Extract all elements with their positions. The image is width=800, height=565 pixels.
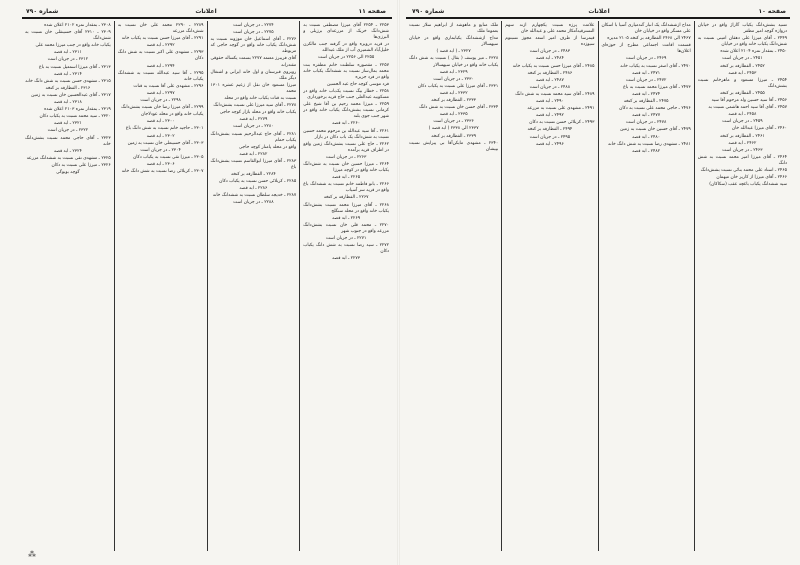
notice-item: ۲۲۶۴ ـ میرزا حسین خان نسبت به شش‌دانگ یکباب خانه واقع در کوچه میرزا <box>303 161 389 174</box>
notice-item: ۲۳۲۴ ـ ابد قصه <box>53 148 82 154</box>
notice-item: ۲۲۹۵ ـ آقا سید عبدالله نسبت به ششدانگ یکباب خانه <box>117 70 204 82</box>
notice-item: ۲۴۵۸ ـ ابد قصه <box>728 112 757 118</box>
notice-item: ۲۴۸۶ ـ الفظارفه بر کتخه <box>527 70 573 76</box>
notice-item: ۲۴۹۴ ـ الفظارفه بر کتخه <box>527 127 573 133</box>
notice-item: ۲۴۶۱ ـ الفظارفه بر کتخه <box>719 133 765 139</box>
column <box>694 21 790 551</box>
notice-item: ۲۲۶۵ ـ ابد قصه <box>332 175 361 181</box>
notice-item: قسمت اقامت اجتماعی مطرح از حوزه‌ای اعلان‌ها <box>601 43 691 55</box>
column <box>114 21 207 551</box>
notice-item: ۲۳۱۸ ـ ابد قصه <box>53 100 82 106</box>
notice-item: ۲۲۶۹ ـ ابد قصه <box>332 215 361 221</box>
notice-item: ۲۲۸۴ ـ الفظارفه بر کتخه <box>230 172 276 178</box>
notice-item: ۲۴۷۷ ـ ابد قصه <box>632 113 661 119</box>
notice-item: واقع در محله پامنار کوچه حاجی <box>238 144 297 150</box>
notice-item: ۲۲۵۳ ـ ۲۲۵۴ آقای میرزا مصطفی نسبت به شش‌دانگ خربک از مزرعه‌ای برزیلی و البرزی‌ها <box>303 23 389 41</box>
notice-item: ۲۳۰۶ ـ ابد قصه <box>146 161 175 167</box>
notice-item: گوچه بوبوگی <box>56 169 80 175</box>
page-number: صفحه ۱۱ <box>358 8 386 15</box>
notice-item: ۲۲۷۶ ـ آقای اسماعیل خان موزونه نسبت به شش‌دانگ یکباب خانه واقع در گوچه حاجی که مربوطه <box>210 37 297 55</box>
notice-item: ۲۴۷۲ ـ در جریان است <box>625 77 667 83</box>
notice-item: سید ششدانگ یکباب باغچه عقب (سکاکان) <box>709 182 787 188</box>
notice-item: ۲۴۸۰ ـ ابد قصه <box>632 134 661 140</box>
issue-number: شماره ۷۹۰ <box>26 8 59 15</box>
notice-item: ۲۴۹۰ ـ ابد قصه <box>535 99 564 105</box>
section-title: اعلانات <box>588 8 610 15</box>
notice-item: ۲۳۴۰ ـ مشهدی مایکن‌آقا بی پیرایش نسبت بپیشان <box>409 140 499 152</box>
notice-item: ۲۳۲۱ ـ ابد قصه <box>53 121 82 127</box>
issue-number: شماره ۷۹۰ <box>412 8 445 15</box>
notice-item: ۲۳۰۳ ـ آقای حسینعلی خان نسبت به زمین <box>127 140 204 146</box>
notice-item: ۲۲۸۸ ـ در جریان است <box>233 200 274 206</box>
notice-item: ۲۳۳۴ ـ آقای حسن خان نسبت به شش دانگ <box>419 105 499 111</box>
column <box>501 21 597 551</box>
notice-item: ۲۲۹۱ ـ آقای میرزا حسن نسبت به یکباب خانه <box>121 36 204 42</box>
notice-item: ۲۳۳۳ ـ الفظارفه بر کتخه <box>431 98 477 104</box>
notice-item: ۲۴۶۲ ـ ابد قصه <box>728 140 757 146</box>
notice-item: ۲۳۲۲ ـ در جریان است <box>47 128 89 134</box>
notice-item: ۲۲۵۹ ـ میرزا محمد رحیم بن آقا شیخ علی کرمانی نسبت بشش‌دانگ یکباب خانه واقع در شهر جنب جوی بلند <box>303 102 389 120</box>
notice-item: ۲۲۶۱ ـ آقا سید عبدالله بن مرحوم محمد حسین نسبت به شش‌دانگ یک باب دکان در بازار <box>303 128 389 140</box>
notice-item: ۲۴۶۴ ـ آقای میرزا امیر محمد نسبت به شش دانگ <box>697 154 787 166</box>
notice-item: ۲۳۲۳ ـ آقای حاجی محمد نسبت بشش‌دانگ خانه <box>25 135 111 147</box>
notice-item: ۲۴۹۱ ـ مشهدی علی نسبت به مزرعه <box>527 106 595 112</box>
notice-item: ۲۳۳۹ ـ الفظارفه بر کتخه <box>431 133 477 139</box>
notice-item: ۲۳۰۴ ـ در جریان است <box>140 147 181 153</box>
notice-item: ۲۲۷۰ ـ محمد قلی خان نسبت بشش‌دانگ مزرعه واقع در جنوب شهر <box>303 222 389 234</box>
notice-item: ۲۴۶۳ ـ در جریان است <box>722 147 763 153</box>
notice-item: ۲۲۶۳ ـ در جریان است <box>325 154 367 160</box>
notice-item: مداح ازششدانگ یک انبار گندمیاری آسیا با اسکان علی مسگر واقع در خیابان خان <box>601 23 691 35</box>
page-right <box>398 0 800 565</box>
notice-item: ۲۲۹۶ ـ مشهدی علی آقا نسبت به قنات <box>133 83 204 89</box>
notice-item: ۲۴۵۴ ـ میرزا مسعود و ماهرخانم نسبت بشش‌دانگ <box>697 77 787 89</box>
notice-item: ۲۲۶۷ ـ الفظارفه بر کتخه <box>323 195 369 201</box>
notice-item: ۲۲۸۶ ـ ابد قصه <box>239 186 268 192</box>
notice-item: ۲۴۶۰ ـ آقای میرزا عبدالله خان <box>731 126 787 132</box>
notice-item: ۲۳۰۸ ـ بمقدار نمره ۲۱۰۲ اعلان شده <box>44 23 111 28</box>
notice-item: ۲۲۷۴ ـ در جریان است <box>233 23 274 28</box>
notice-item: یکباب خانه واقع در محله عودلاجان <box>140 112 204 118</box>
notice-item: ۲۴۵۹ ـ در جریان است <box>722 119 763 125</box>
notice-item: در قریه درویزه واقع در گرفته جنب مالکزن خلیل‌آباد الشمیری آب از ملک عبدالله <box>303 42 389 54</box>
notice-item: ۲۴۵۱ ـ در جریان است <box>722 56 763 62</box>
notice-item: ۲۴۶۹ ـ در جریان است <box>625 56 667 62</box>
notice-item: یکباب خانه واقع در محله بازار کوچه حاجی <box>219 110 297 116</box>
notice-item: ۲۲۷۱ ـ در جریان است <box>325 236 367 241</box>
notice-item: ۲۴۵۲ ـ الفظارفه بر کتخه <box>719 63 765 69</box>
page-number: صفحه ۱۰ <box>758 8 786 15</box>
notice-item: علامت پرزه نسبت یکچهارم ازنه سهم النسترقیه‌آمکاز محمد علی و عبدالله خان <box>505 23 595 35</box>
notice-item: ۲۴۸۱ ـ مشهدی رضا نسبت به شش دانگ خانه <box>608 141 691 147</box>
notice-item: نسبت به قنات یکباب خانه واقع در محله <box>224 96 297 102</box>
notice-item: ۲۳۳۷ الی ۲۳۳۸ ( ابد قصه ) <box>428 126 479 132</box>
notice-item: ۲۲۸۷ ـ خدیجه سلطان نسبت به ششدانگ خانه <box>212 193 297 199</box>
notice-item: ۲۳۳۱ ـ آقای میرزا علی نسبت به یکباب دکان <box>417 83 499 89</box>
notice-item: ۲۳۰۷ ـ کربلائی رضا نسبت به شش دانگ خانه <box>121 168 204 174</box>
notice-item: ۲۴۷۶ ـ حاجی محمد علی نسبت به دکان <box>619 106 691 112</box>
section-title: اعلانات <box>195 8 217 15</box>
notice-item: ۲۲۶۸ ـ آقای میرزا محمد نسبت بشش‌دانگ یکباب خانه واقع در محله سنگلج <box>303 202 389 214</box>
header-rule <box>406 17 790 19</box>
notice-item: ملک منابع و ماهوشد از ابراهیم سلار نسبت بعموما ملک <box>409 23 499 35</box>
notice-item: ۲۴۸۳ ـ در جریان است <box>529 49 571 55</box>
notice-item: ۲۳۲۵ ـ مشهدی تقی نسبت به ششدانگ مزرعه <box>26 155 111 161</box>
notice-item: فرد موسی کوچه حاج عبد الحسین <box>327 81 389 87</box>
notice-item: ۲۴۸۲ ـ ابد قصه <box>632 148 661 154</box>
column <box>406 21 501 551</box>
notice-item: ۲۲۵۸ ـ خطار بیگ نسبت یک‌باب خانه واقع در مسکوبیه عبدالعلی جنب حاج قریه برخورداری <box>303 88 389 101</box>
notice-item: ۲۴۷۱ ـ ابد قصه <box>632 70 661 76</box>
notice-item: ۲۳۱۱ ـ ابد قصه <box>53 50 82 56</box>
notice-item: ۲۴۶۶ ـ آقای میرزا از کاریز خان میهمان <box>716 175 787 181</box>
notice-item: ۲۳۱۷ ـ آقای عبدالحسین خان نسبت به زمین <box>31 92 111 98</box>
notice-item: ۲۲۹۴ ـ ابد قصه <box>146 63 175 69</box>
columns <box>406 21 790 551</box>
notice-item: ۲۳۱۳ ـ آقای میرزا اسمعیل نسبت به باغ <box>38 64 111 70</box>
notice-item: ۲۴۴۹ ـ آقای میرزا علی دهقان امینی نسبت به شش‌دانگ یکباب خانه واقع در خیابان <box>697 36 787 48</box>
header-rule <box>22 17 392 19</box>
page-mark: ⁂ <box>28 550 36 559</box>
notice-item: ۲۲۹۳ ـ مشهدی علی اکبر نسبت به شش دانگ دکان <box>117 50 204 62</box>
notice-item: ۲۳۱۵ ـ مشهدی حسن نسبت به شش دانگ خانه <box>25 78 111 84</box>
notice-item: تسید بشش‌دانگ یکباب گاراژ واقع در خیابان دروازه گوچه امیر مظفر <box>697 23 787 35</box>
notice-item: ۲۲۸۳ ـ آقای میرزا ابوالقاسم نسبت بشش‌دانگ باغ <box>210 158 297 170</box>
notice-item: ۲۴۷۳ ـ آقای میرزا محمد نسبت به باغ <box>623 84 691 90</box>
notice-item: ۲۲۶۲ ـ حاج علی نسبت بشش‌دانگ زمین واقع در اطراف قریه برآمده <box>303 141 389 153</box>
notice-item: ۲۲۵۵ الی ۲۲۵۶ در جریان است <box>317 55 375 61</box>
notice-item: ۲۴۷۸ ـ در جریان است <box>625 120 667 126</box>
notice-item: ۲۳۱۶ ـ الفظارفه بر کتخه <box>45 85 91 91</box>
notice-item: ۲۲۷۲ ـ سید رضا نسبت به شش دانگ یکباب دکان <box>303 243 389 255</box>
notice-item: میرزا مسعود خان نقل از زعیم عشره ۱۳۰۱ محمد <box>210 82 297 94</box>
notice-item: ۲۳۰۲ ـ ابد قصه <box>146 133 175 139</box>
notice-item: ۲۳۲۰ ـ سید محمد نسبت به یکباب دکان <box>39 114 111 120</box>
notice-item: ۲۴۷۴ ـ ابد قصه <box>632 91 661 97</box>
page-left <box>0 0 398 565</box>
notice-item: ۲۲۹۲ ـ ابد قصه <box>146 43 175 49</box>
notice-item: ۲۲۹۹ ـ آقای میرزا رضا خان نسبت بشش‌دانگ <box>121 105 204 111</box>
notice-item: ۲۳۲۹ ـ ابد قصه <box>439 69 468 75</box>
notice-item: ۲۳۲۶ ـ میرزا علی نسبت به دکان <box>51 162 111 168</box>
notice-item: ۲۳۲۷ ـ ( ابد قصه ) <box>436 49 471 55</box>
column <box>22 21 114 551</box>
notice-item: قیمرسا از طرف امیر اسعد مجوز نسبتوم سیوزده <box>505 36 595 48</box>
notice-item: ۲۲۶۶ ـ بانو فاطمه خانم نسبت به ششدانگ باغ واقع در قریه سر آسیاب <box>303 182 389 194</box>
notice-item: ۲۲۸۰ ـ در جریان است <box>233 124 274 130</box>
notice-item: ۲۴۸۸ ـ در جریان است <box>529 84 571 90</box>
notice-item: ۲۴۶۵ ـ استاد علی محمد بنائی نسبت بشش‌دانگ <box>700 167 787 173</box>
notice-item: ۲۴۷۵ ـ الفظارفه بر کتخه <box>623 99 669 105</box>
notice-item: ۲۲۶۰ ـ ابد قصه <box>332 121 361 127</box>
notice-item: ۲۴۹۳ ـ کربلائی حسن نسبت به دکان <box>529 120 595 126</box>
column <box>207 21 300 551</box>
notice-item: ۲۴۸۴ ـ ابد قصه <box>535 56 564 62</box>
notice-item: یکباب خانه واقع در جنب میرزا محمد علی <box>35 43 111 49</box>
notice-item: ۲۲۷۵ ـ در جریان است <box>233 30 274 36</box>
notice-item: روبروی قبرستان و اول خانه ایرانی و اشتغال دیگر ملک <box>210 69 297 81</box>
column <box>598 21 694 551</box>
notice-item: ۲۳۰۵ ـ میرزا تقی نسبت به یکباب دکان <box>133 154 204 160</box>
notice-item: ۲۳۳۵ ـ ابد قصه <box>439 112 468 118</box>
notice-item: ۲۳۳۶ ـ در جریان است <box>433 119 474 125</box>
notice-item: ۲۲۸۹ ـ ۲۲۹۰ محمد علی خان نسبت به شش‌دانگ مزرعه <box>117 23 204 35</box>
notice-item: ۲۳۰۹ ـ ۲۳۱۰ آقای حسینقلی خان نسبت به شش‌دانگ <box>25 30 111 42</box>
notice-item: ۲۲۷۳ ـ ابد قصه <box>332 256 361 262</box>
notice-item: ۲۴۸۷ ـ ابد قصه <box>535 77 564 83</box>
notice-item: ۲۳۲۸ ـ میر یوسف ( بقال ) نسبت به شش دانگ یکباب خانه واقع در خیابان سپهسالار <box>409 56 499 68</box>
notice-item: ۲۴۸۵ ـ آقای میرزا حسن نسبت به یکباب خانه <box>512 63 595 69</box>
notice-item: ۲۴۹۲ ـ ابد قصه <box>535 113 564 119</box>
notice-item: ۲۲۸۵ ـ کربلائی حسن نسبت به یکباب دکان <box>219 179 297 185</box>
notice-item: ۲۴۶۷ الی ۲۴۶۸ الفظارفه بر کتخه ۲۱۰۵ مدیره <box>607 36 691 42</box>
notice-item: آقای فریبرز معتمد ۲۲۷۷ بسمت یکساله حقوقی مقتدرانه <box>210 56 297 68</box>
column <box>299 21 392 551</box>
notice-item: ۲۲۹۷ ـ ابد قصه <box>146 90 175 96</box>
notice-item: ۲۳۱۴ ـ ابد قصه <box>53 71 82 77</box>
notice-item: ۲۴۷۹ ـ آقای حسین خان نسبت به زمین <box>620 127 691 133</box>
notice-item: ۲۴۹۵ ـ در جریان است <box>529 134 571 140</box>
notice-item: ۲۲۹۸ ـ در جریان است <box>140 98 181 104</box>
notice-item: ۲۴۵۰ ـ بمقدار نمره ۲۱۰۴ اعلان شده <box>720 49 787 55</box>
notice-item: مداح ازششدانگ یکبابماری واقع در خیابان سپهسالار <box>409 36 499 48</box>
notice-item: ۲۲۸۱ ـ آقای حاج عبدالرحیم نسبت بشش‌دانگ یکباب حمام <box>210 131 297 143</box>
notice-item: ۲۳۰۰ ـ ابد قصه <box>146 119 175 125</box>
notice-item: ۲۴۵۳ ـ ابد قصه <box>728 70 757 76</box>
notice-item: ۲۳۳۰ ـ در جریان است <box>433 76 474 82</box>
columns <box>22 21 392 551</box>
notice-item: ۲۳۰۱ ـ حاجیه خانم نسبت به شش دانگ باغ <box>125 126 204 132</box>
notice-item: ۲۲۷۹ ـ ابد قصه <box>239 117 268 123</box>
notice-item: ۲۴۸۹ ـ آقای سید محمد نسبت به شش دانگ <box>515 91 595 97</box>
notice-item: ۲۴۷۰ ـ آقای اصغر نسبت به یکباب خانه <box>620 63 691 69</box>
notice-item: ۲۴۵۷ ـ آقای آقا سید احمد هاشمی نسبت به <box>708 105 787 111</box>
notice-item: ۲۳۳۲ ـ ابد قصه <box>439 90 468 96</box>
notice-item: ۲۳۱۲ ـ در جریان است <box>47 57 89 63</box>
notice-item: ۲۲۸۲ ـ ابد قصه <box>239 151 268 157</box>
notice-item: ۲۳۱۹ ـ بمقدار نمره ۲۱۰۳ اعلان شده <box>44 107 111 113</box>
notice-item: ۲۲۷۸ ـ آقای سید میرزا علی نسبت بشش‌دانگ <box>213 103 297 109</box>
notice-item: ۲۴۹۶ ـ ابد قصه <box>535 141 564 147</box>
notice-item: ۲۲۵۷ ـ مقصوره سلطنت خانم مظفره بنت محمد بمال‌ساز نسبت به ششدانگ یکباب خانه واقع در فرد جزیره <box>303 62 389 80</box>
notice-item: ۲۴۵۶ ـ آقا سید حسین ولد مرحوم آقا سید <box>711 98 787 104</box>
notice-item: ۲۴۵۵ ـ الفظارفه بر کتخه <box>719 90 765 96</box>
center-fold <box>397 0 400 565</box>
